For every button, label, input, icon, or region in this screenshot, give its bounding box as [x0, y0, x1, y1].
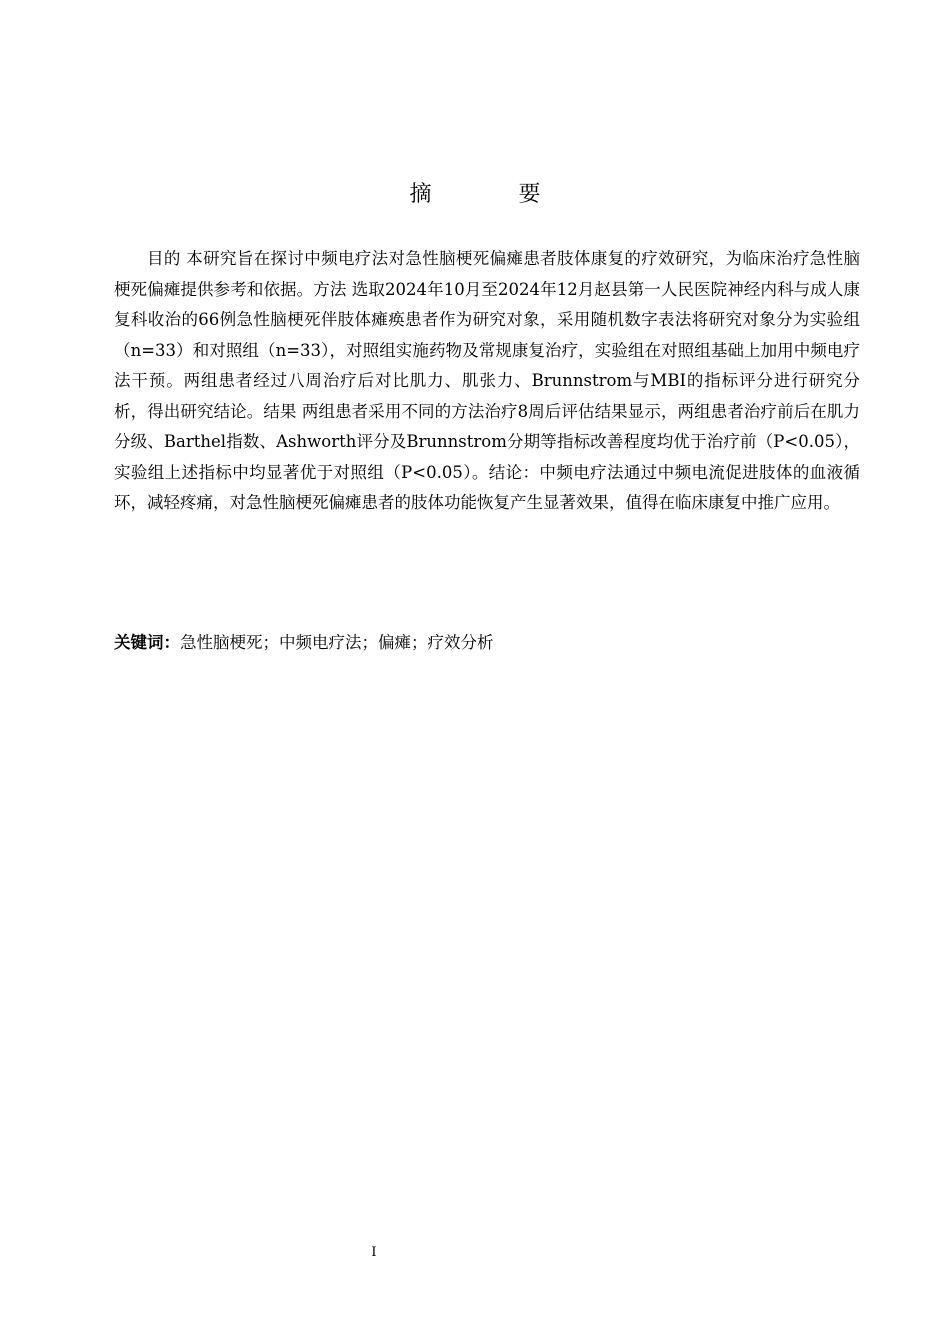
abstract-body: 目的 本研究旨在探讨中频电疗法对急性脑梗死偏瘫患者肢体康复的疗效研究，为临床治疗急性脑梗死偏瘫提供参考和依据。方法 选取2024年10月至2024年12月赵县第一人民医院神经内科与成人康复科收治的66例急性脑梗死伴肢体瘫痪患者作为研究对象，采用随机数字表法将研究对象分为实验组（n=33）和对照组（n=33），对照组实施药物及常规康复治疗，实验组在对照组基础上加用中频电疗法干预。两组患者经过八周治疗后对比肌力、肌张力、Brunnstrom与MBI的指标评分进行研究分析，得出研究结论。结果 两组患者采用不同的方法治疗8周后评估结果显示，两组患者治疗前后在肌力分级、Barthel指数、Ashworth评分及Brunnstrom分期等指标改善程度均优于治疗前（P<0.05），实验组上述指标中均显著优于对照组（P<0.05）。结论：中频电疗法通过中频电流促进肢体的血液循环，减轻疼痛，对急性脑梗死偏瘫患者的肢体功能恢复产生显著效果，值得在临床康复中推广应用。 [114, 249, 860, 512]
page-number: I [371, 1245, 377, 1260]
keywords-line [114, 628, 860, 658]
keywords-label: 关键词： [114, 633, 180, 652]
keywords-text: 急性脑梗死；中频电疗法；偏瘫；疗效分析 [180, 633, 494, 652]
abstract-title: 摘 要 [409, 182, 581, 207]
